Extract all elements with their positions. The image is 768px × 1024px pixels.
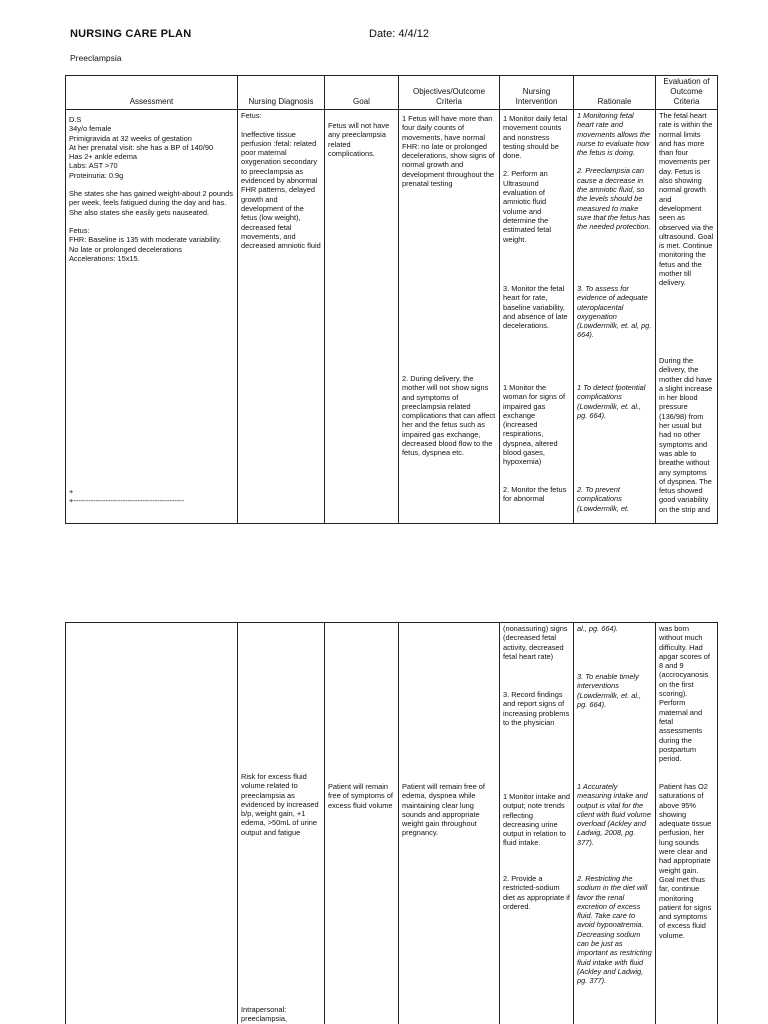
assessment-line: No late or prolonged decelerations [69,244,182,254]
evaluation-item: was born without much difficulty. Had apgar scores of 8 and 9 (accrocyanosis on the first scoring). Perform maternal and fetal assessments during the postpartum period. [659,624,710,764]
diagnosis-text: Intrapersonal: preeclampsia, [241,1005,288,1024]
intervention-item: 1 Monitor daily fetal movement counts and nonstress testing should be done. [503,114,568,161]
intervention-cell [500,110,574,524]
col-header-objectives: Objectives/Outcome Criteria [399,76,500,110]
assessment-text [69,111,234,263]
assessment-cell [66,623,238,1024]
intervention-item: 3. Monitor the fetal heart for rate, baseline variability, and absence of late decelerations. [503,284,568,331]
objective-item: Patient will remain free of edema, dyspnea while maintaining clear lung sounds and appropriate weight gain throughout pregnancy. [402,782,485,838]
evaluation-cell [656,623,718,1024]
rationale-cell [574,110,656,524]
intervention-item: 3. Record findings and report signs of increasing problems to the physician [503,690,570,727]
objectives-cell [399,110,500,524]
diagnosis-text: Fetus: Ineffective tissue perfusion :fetal: related poor maternal oxygenation secondary to preeclampsia as evidenced by abnormal FHR patterns, delayed growth and development of the fetus (low weight), decreased fetal movements, and decreased amniotic fluid [241,111,321,251]
col-header-goal: Goal [325,76,399,110]
objective-item: 2. During delivery, the mother will not show signs and symptoms of preeclampsia related complications that can affect her and the fetus such as impaired gas exchange, decreased blood flow to the fetus, dyspnea etc. [402,374,496,458]
rationale-item: 1 To detect fpotential complications (Lowdermilk, et. al., pg. 664). [577,383,646,420]
rationale-item: 3. To enable timely interventions (Lowdermilk, et. al., pg. 664). [577,672,642,709]
rationale-item: 2. Preeclampsia can cause a decrease in the amniotic fluid, so the levels should be measured to make sure that the fetus has the needed protection. [577,166,651,232]
objective-item: 1 Fetus will have more than four daily counts of movements, have normal FHR: no late or prolonged decelerations, show signs of normal growth and development throughout the prenatal testing [402,114,495,189]
page-date: Date: 4/4/12 [369,28,429,40]
assessment-line: She states she has gained weight-about 2 pounds per week, feels fatigued during the day and has. She also states she easily gets nauseated. [69,189,233,217]
page-title: NURSING CARE PLAN [70,28,192,40]
diagnosis-cell [238,623,325,1024]
assessment-line: Has 2+ ankle edema [69,152,137,162]
assessment-line: Labs: AST >70 [69,161,118,171]
diagnosis-cell [238,110,325,524]
assessment-line: Accelerations: 15x15. [69,253,140,263]
table-header-row [66,76,718,110]
intervention-item: 2. Perform an Ultrasound evaluation of amniotic fluid volume and determine the estimated fetal weight. [503,169,552,244]
assessment-line: FHR: Baseline is 135 with moderate variability. [69,235,222,245]
col-header-assessment: Assessment [66,76,238,110]
assessment-line: Primigravida at 32 weeks of gestation [69,133,192,143]
assessment-bottom-marks [69,487,237,506]
page-subtitle: Preeclampsia [70,53,122,63]
assessment-line: 34y/o female [69,124,112,134]
care-plan-table-1 [65,75,718,524]
col-header-evaluation: Evaluation of Outcome Criteria [656,76,718,110]
col-header-diagnosis: Nursing Diagnosis [238,76,325,110]
assessment-line: Proteinuria: 0.9g [69,170,124,180]
assessment-line: At her prenatal visit: she has a BP of 140/90 [69,142,214,152]
rationale-item: 1 Monitoring fetal heart rate and movements allows the nurse to evaluate how the fetus is doing. [577,111,651,158]
intervention-item: 1 Monitor the woman for signs of impaired gas exchange (increased respirations, dyspnea, altered blood gases, hypoxemia) [503,383,566,467]
rationale-cell [574,623,656,1024]
assessment-line: Fetus: [69,225,90,235]
assessment-line: D.S [69,115,82,124]
assessment-mark: + [69,487,74,496]
intervention-item: (nonassuring) signs (decreased fetal activity, decreased fetal heart rate) [503,624,568,661]
intervention-item: 2. Provide a restricted-sodium diet as appropriate if ordered. [503,874,570,911]
goal-cell [325,623,399,1024]
rationale-item: 1 Accurately measuring intake and output is vital for the client with fluid volume overload (Ackley and Ladwig, 2008, pg. 377). [577,782,651,847]
rationale-item: al., pg. 664). [577,624,619,633]
intervention-cell [500,623,574,1024]
objectives-cell [399,623,500,1024]
evaluation-item: The fetal heart rate is within the normal limits and has more than four movements per day. Fetus is also showing normal growth and development seen as observed via the ultrasound. Goal is met. Continue monitoring the fetus and the mother till delivery. [659,111,714,288]
goal-text: Patient will remain free of symptoms of excess fluid volume [328,782,393,810]
diagnosis-text: Risk for excess fluid volume related to preeclampsia as evidenced by increased b/p, weight gain, +1 edema, >50mL of urine output and fatigue [241,772,319,837]
assessment-mark: +--------------------------------------------- [69,496,185,506]
evaluation-cell [656,110,718,524]
rationale-item: 2. Restricting the sodium in the diet will favor the renal excretion of excess fluid. Take care to avoid hyponatremia. Decreasing sodium can be just as important as restricting fluid intake with fluid (Ackley and Ladwig, pg. 377). [577,874,652,986]
table-row [66,110,718,524]
assessment-cell [66,110,238,524]
care-plan-table-2 [65,622,718,1024]
rationale-item: 3. To assess for evidence of adequate uteroplacental oxygenation (Lowdermilk, et. al, pg. 664). [577,284,652,340]
goal-text: Fetus will not have any preeclampsia related complications. [328,121,390,158]
rationale-item: 2. To prevent complications (Lowdermilk, et. [577,485,630,513]
col-header-intervention: Nursing Intervention [500,76,574,110]
evaluation-item: Patient has O2 saturations of above 95% showing adequate tissue perfusion, her lung sounds were clear and had appropriate weight gain. Goal met thus far, continue monitoring patient for signs and symptoms of excess fluid volume. [659,782,712,940]
intervention-item: 1 Monitor intake and output; note trends reflecting decreasing urine output in relation to fluid intake. [503,792,570,848]
intervention-item: 2. Monitor the fetus for abnormal [503,485,567,504]
evaluation-item: During the delivery, the mother did have a slight increase in her blood pressure (136/98) from her usual but had no other symptoms and was able to breathe without any symptoms of dyspnea. The fetus showed good variability on the strip and [659,356,713,514]
goal-cell [325,110,399,524]
table-row [66,623,718,1024]
col-header-rationale: Rationale [574,76,656,110]
